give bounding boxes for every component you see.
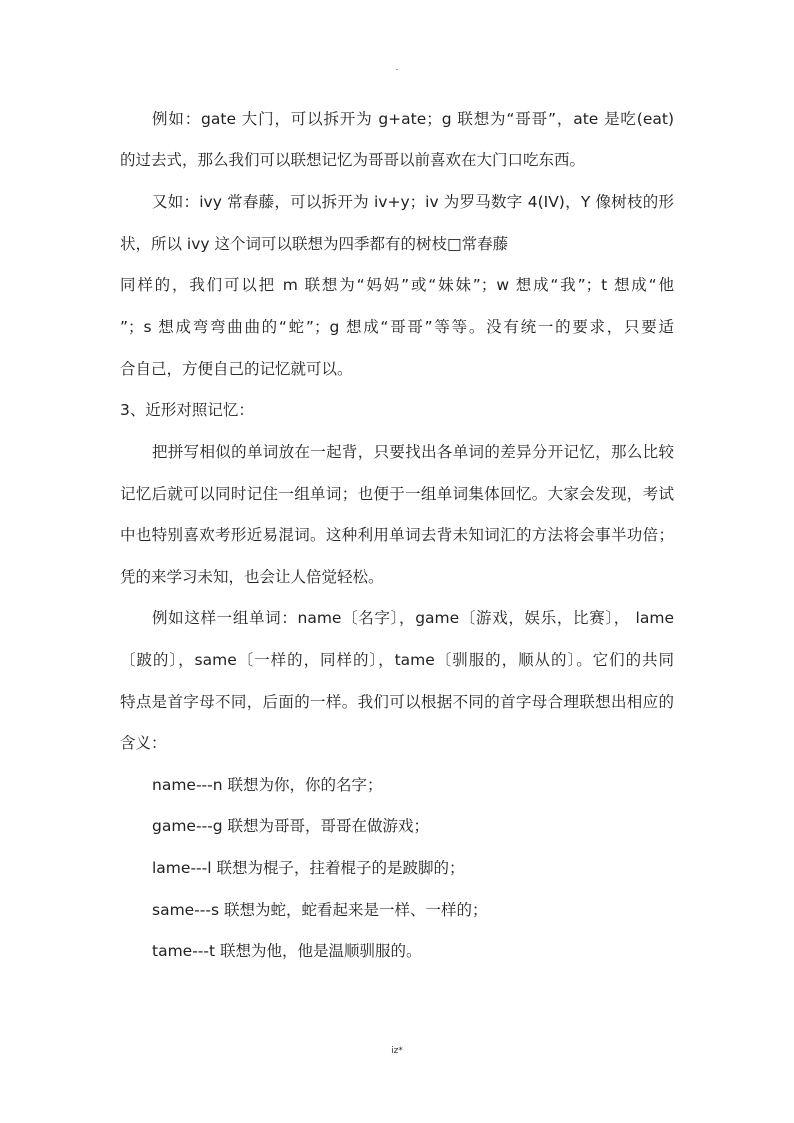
list-item-same: same---s 联想为蛇，蛇看起来是一样、一样的；: [152, 901, 488, 919]
section-heading-similar-form-memory: 3、近形对照记忆：: [120, 401, 254, 419]
list-item-game: game---g 联想为哥哥，哥哥在做游戏；: [152, 817, 430, 835]
paragraph-line-ivy-example-cont: 状，所以 ivy 这个词可以联想为四季都有的树枝□常春藤: [120, 235, 509, 253]
paragraph-line-letter-association-cont: ”；s 想成弯弯曲曲的“蛇”；g 想成“哥哥”等等。没有统一的要求，只要适: [120, 318, 674, 336]
paragraph-line-word-group-example-2: 〔跛的〕，same〔一样的，同样的〕，tame〔驯服的，顺从的〕。它们的共同: [120, 651, 674, 669]
paragraph-line-similar-spelling-3: 中也特别喜欢考形近易混词。这种利用单词去背未知词汇的方法将会事半功倍；: [120, 526, 674, 544]
list-item-name: name---n 联想为你，你的名字；: [152, 776, 383, 794]
paragraph-line-word-group-example-4: 含义：: [120, 734, 167, 752]
footer-mark: iz*: [391, 1046, 403, 1056]
header-mark: .: [395, 63, 399, 73]
paragraph-line-similar-spelling: 把拼写相似的单词放在一起背，只要找出各单词的差异分开记忆，那么比较: [152, 443, 674, 461]
paragraph-line-gate-example: 例如：gate 大门，可以拆开为 g+ate；g 联想为“哥哥”，ate 是吃(eat): [152, 110, 674, 128]
paragraph-line-word-group-example: 例如这样一组单词：name〔名字〕，game〔游戏，娱乐，比赛〕， lame: [152, 609, 674, 627]
paragraph-line-gate-example-cont: 的过去式，那么我们可以联想记忆为哥哥以前喜欢在大门口吃东西。: [120, 151, 586, 169]
paragraph-line-ivy-example: 又如：ivy 常春藤，可以拆开为 iv+y；iv 为罗马数字 4(IV)，Y 像树枝的形: [152, 193, 674, 211]
paragraph-line-similar-spelling-2: 记忆后就可以同时记住一组单词；也便于一组单词集体回忆。大家会发现，考试: [120, 485, 674, 503]
paragraph-line-letter-association-end: 合自己，方便自己的记忆就可以。: [120, 360, 353, 378]
list-item-lame: lame---l 联想为棍子，拄着棍子的是跛脚的；: [152, 859, 465, 877]
paragraph-line-word-group-example-3: 特点是首字母不同，后面的一样。我们可以根据不同的首字母合理联想出相应的: [120, 693, 674, 711]
paragraph-line-similar-spelling-4: 凭的来学习未知，也会让人倍觉轻松。: [120, 568, 384, 586]
paragraph-line-letter-association: 同样的，我们可以把 m 联想为“妈妈”或“妹妹”；w 想成“我”；t 想成“他: [120, 276, 674, 294]
list-item-tame: tame---t 联想为他，他是温顺驯服的。: [152, 942, 422, 960]
